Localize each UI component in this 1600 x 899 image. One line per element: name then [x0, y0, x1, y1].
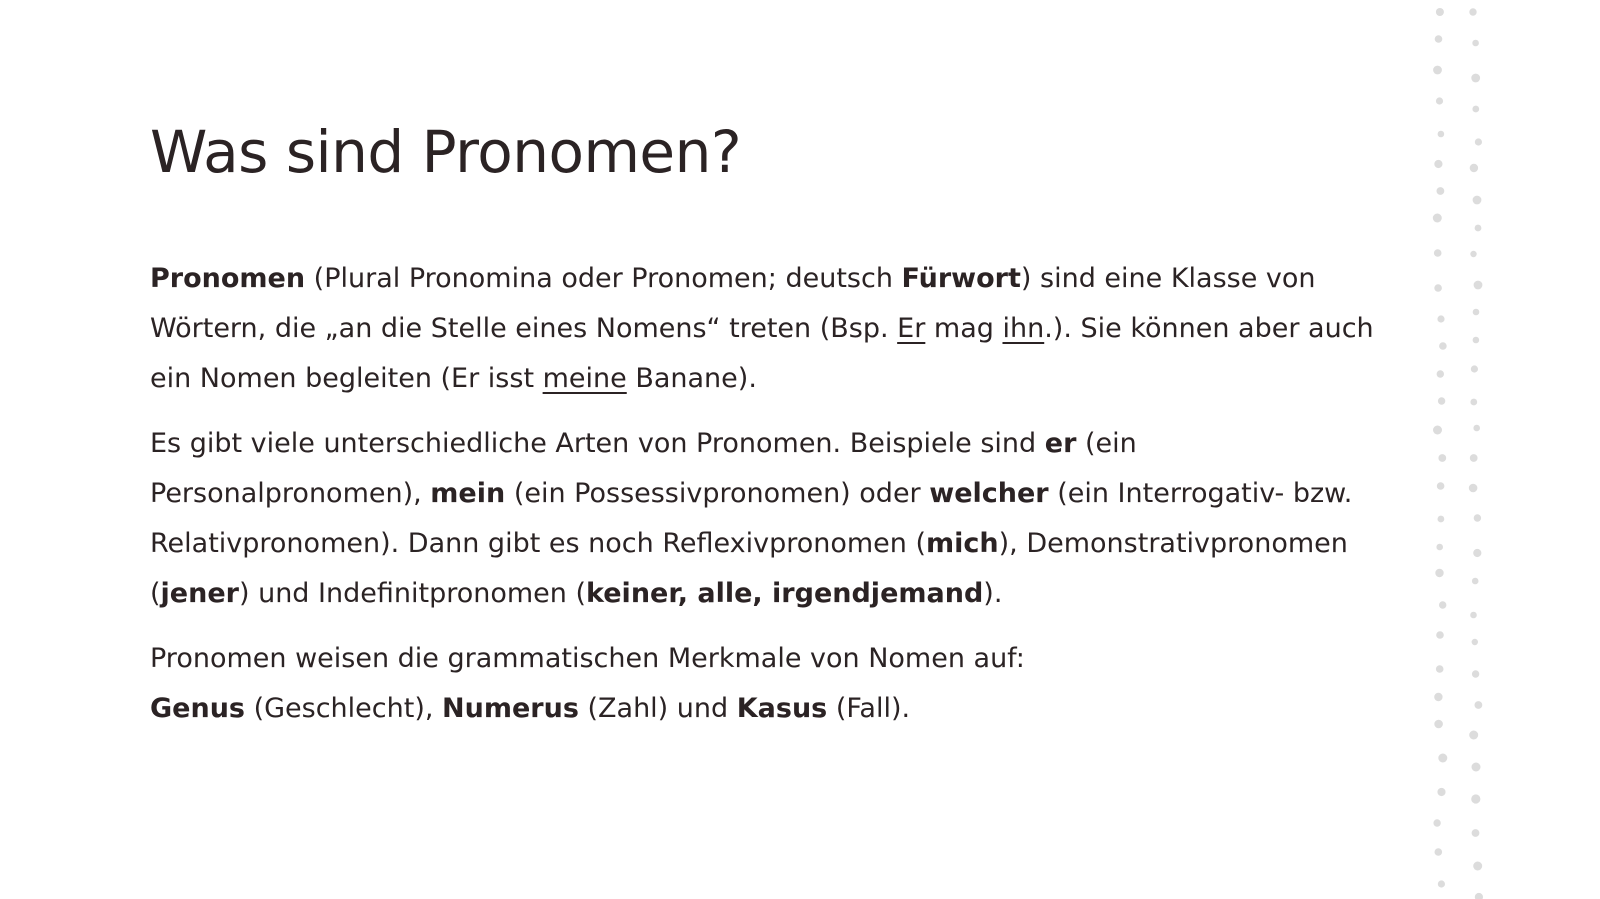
decorative-dot — [1438, 131, 1445, 138]
decorative-dot — [1437, 187, 1445, 195]
text-run: Pronomen — [150, 263, 306, 294]
decorative-dot — [1471, 365, 1478, 372]
decorative-dot — [1435, 848, 1443, 856]
text-run: ) sind eine Klasse von Wörtern, die „an die Stelle eines Nomens“ treten (Bsp. — [150, 263, 1316, 344]
decorative-dot — [1473, 337, 1480, 344]
decorative-dot — [1433, 66, 1442, 75]
decorative-dot — [1474, 514, 1481, 521]
decorative-dot — [1470, 612, 1477, 619]
text-run: mein — [430, 478, 506, 509]
text-run: meine — [542, 363, 627, 394]
decorative-dot — [1473, 196, 1482, 205]
decorative-dot — [1434, 720, 1443, 729]
decorative-dot — [1475, 701, 1483, 709]
text-run: Banane). — [626, 363, 757, 394]
decorative-dot — [1472, 639, 1478, 645]
slide-title: Was sind Pronomen? — [150, 118, 742, 186]
decorative-dot — [1433, 426, 1442, 435]
slide-body — [150, 254, 1390, 749]
decorative-dot — [1472, 670, 1479, 677]
text-run: ), Demonstrativpronomen ( — [150, 528, 1348, 609]
text-run: Pronomen weisen die grammatischen Merkmale von Nomen auf: — [150, 643, 1025, 674]
decorative-dot — [1471, 74, 1480, 83]
decorative-dot — [1438, 754, 1447, 763]
text-run: Fürwort — [901, 263, 1021, 294]
text-run: Numerus — [442, 693, 579, 724]
decorative-dot — [1437, 315, 1444, 322]
decorative-dot — [1469, 731, 1478, 740]
decorative-dot — [1438, 516, 1445, 523]
text-run: Kasus — [736, 693, 828, 724]
decorative-dot — [1473, 862, 1482, 871]
decorative-dot — [1474, 281, 1483, 290]
text-run: (Plural Pronomina oder Pronomen; deutsch — [305, 263, 902, 294]
text-run: (ein Personalpronomen), — [150, 428, 1137, 509]
text-run: keiner, alle, irgendjemand — [586, 578, 984, 609]
text-run: mag — [925, 313, 1003, 344]
decorative-dot — [1473, 425, 1480, 432]
text-run: welcher — [929, 478, 1049, 509]
decorative-dot — [1436, 631, 1444, 639]
decorative-dot — [1469, 8, 1476, 15]
text-run: Es gibt viele unterschiedliche Arten von Pronomen. Beispiele sind — [150, 428, 1045, 459]
decorative-dot — [1472, 106, 1479, 113]
text-run: (Zahl) und — [578, 693, 737, 724]
decorative-dot — [1470, 251, 1476, 257]
decorative-dot — [1472, 829, 1480, 837]
text-run: Genus — [150, 693, 245, 724]
decorative-dot — [1472, 763, 1481, 772]
decorative-dot — [1434, 249, 1442, 257]
decorative-dot — [1439, 342, 1447, 350]
text-run: (Geschlecht), — [245, 693, 443, 724]
paragraph-examples — [150, 419, 1390, 619]
decorative-dot — [1435, 569, 1443, 577]
decorative-dot — [1434, 284, 1442, 292]
decorative-dot — [1470, 164, 1478, 172]
decorative-dot — [1435, 35, 1443, 43]
decorative-dot — [1475, 138, 1482, 145]
text-run: ) und Indefinitpronomen ( — [238, 578, 587, 609]
decorative-dot — [1472, 40, 1479, 47]
decorative-dot — [1438, 880, 1445, 887]
dotted-border-icon — [1420, 0, 1500, 899]
text-run: (ein Possessivpronomen) oder — [505, 478, 930, 509]
text-run: ihn — [1002, 313, 1045, 344]
decorative-dot — [1473, 309, 1480, 316]
text-run: jener — [160, 578, 239, 609]
decorative-dot — [1469, 484, 1478, 493]
text-run: er — [1044, 428, 1077, 459]
decorative-dot — [1475, 225, 1482, 232]
text-run: mich — [926, 528, 999, 559]
text-run: (Fall). — [827, 693, 911, 724]
text-run: (ein Interrogativ- bzw. Relativpronomen). Dann gibt es noch Reflexivpronomen ( — [150, 478, 1353, 559]
decorative-dot — [1439, 601, 1446, 608]
decorative-dot — [1437, 370, 1444, 377]
text-run: Er — [897, 313, 926, 344]
paragraph-features — [150, 634, 1390, 734]
decorative-dot — [1436, 665, 1444, 673]
decorative-dot — [1436, 97, 1443, 104]
decorative-dot — [1433, 214, 1442, 223]
decorative-dot — [1434, 693, 1442, 701]
decorative-dot — [1470, 399, 1477, 406]
decorative-dot — [1438, 454, 1446, 462]
text-run: .). Sie können aber auch ein Nomen begleiten (Er isst — [150, 313, 1374, 394]
decorative-dot — [1437, 788, 1445, 796]
decorative-dot — [1436, 544, 1443, 551]
decorative-dot — [1475, 893, 1483, 899]
decorative-dot — [1434, 160, 1442, 168]
text-run: ). — [983, 578, 1003, 609]
decorative-dot — [1473, 549, 1481, 557]
decorative-dot — [1470, 454, 1478, 462]
decorative-dot — [1472, 578, 1479, 585]
decorative-dot — [1471, 794, 1480, 803]
paragraph-definition — [150, 254, 1390, 404]
decorative-dot — [1438, 397, 1445, 404]
decorative-dot — [1436, 8, 1444, 16]
decorative-dot — [1437, 482, 1445, 490]
decorative-dot — [1433, 819, 1440, 826]
